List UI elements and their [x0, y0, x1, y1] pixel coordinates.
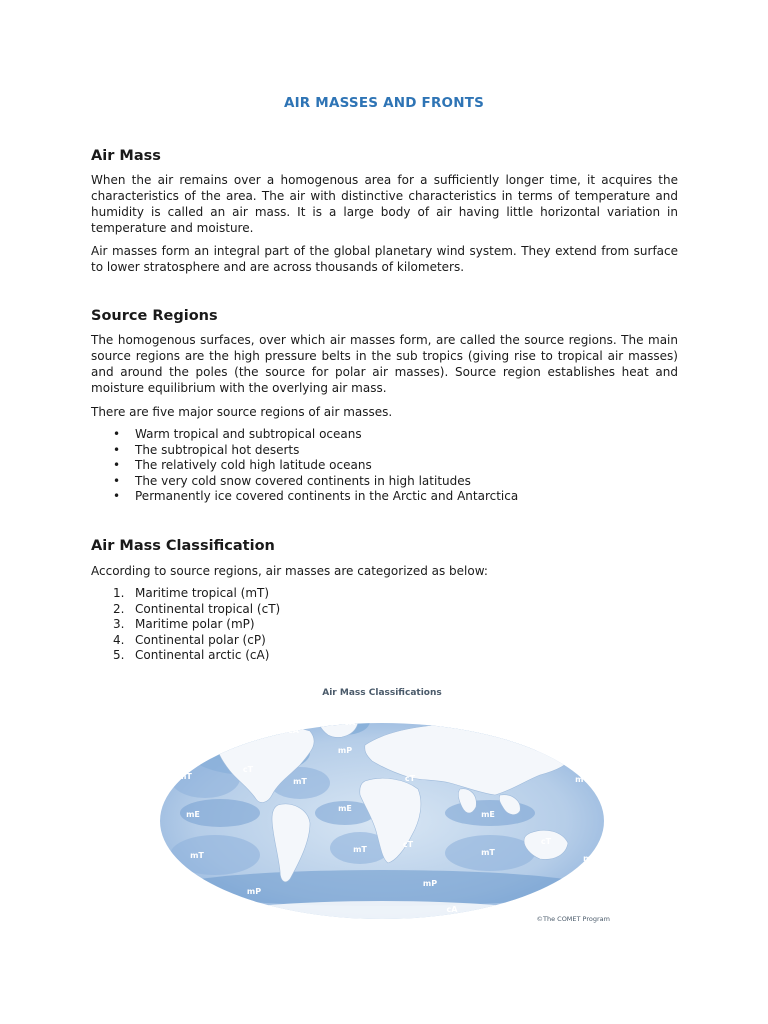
map-label: mE: [338, 804, 352, 813]
map-label: mE: [481, 810, 495, 819]
list-item: • Warm tropical and subtropical oceans: [113, 427, 673, 443]
map-label: mP: [560, 741, 576, 750]
map-label: cT: [402, 840, 414, 849]
map-label: + cA: [334, 718, 356, 727]
map-label: mT: [190, 851, 204, 860]
list-item: 5. Continental arctic (cA): [113, 648, 270, 662]
classification-intro: According to source regions, air masses are categorized as below:: [91, 564, 488, 578]
list-item: • The relatively cold high latitude oceans: [113, 458, 673, 474]
air-mass-paragraph-2: Air masses form an integral part of the global planetary wind system. They extend from surface to lower stratosphere and are across thousands of kilometers.: [91, 244, 678, 274]
map-label: mP: [204, 746, 220, 755]
document-title: AIR MASSES AND FRONTS: [283, 95, 485, 111]
map-label: mT: [293, 777, 307, 786]
map-label: cP + cA: [480, 725, 514, 734]
list-item: • The very cold snow covered continents in high latitudes: [113, 474, 673, 490]
list-item: 4. Continental polar (cP): [113, 632, 266, 647]
map-label: cT: [540, 837, 552, 846]
heading-air-mass: Air Mass: [91, 148, 161, 164]
source-regions-list: [113, 427, 673, 505]
map-title: Air Mass Classifications: [322, 688, 442, 698]
map-label: mT: [481, 848, 495, 857]
list-item: 2. Continental tropical (cT): [113, 601, 281, 616]
heading-air-mass-classification: Air Mass Classification: [91, 538, 275, 554]
map-label: mT: [178, 772, 192, 781]
source-regions-paragraph-2: There are five major source regions of air masses.: [91, 405, 393, 419]
source-regions-paragraph-1: The homogenous surfaces, over which air masses form, are called the source regions. The main source regions are the high pressure belts in the sub tropics (giving rise to tropical air masses) and around the poles (the source for polar air masses). Source region establishes heat and moisture equilibrium with the overlying air mass.: [91, 333, 678, 395]
map-label: mP: [422, 879, 438, 888]
air-mass-paragraph-1: When the air remains over a homogenous area for a sufficiently longer time, it acquires the characteristics of the area. The air with distinctive characteristics in terms of temperature and humidity is called an air mass. It is a large body of air having little horizontal variation in temperature and moisture.: [91, 173, 678, 235]
air-mass-map-figure: [160, 683, 610, 927]
classification-list: [113, 586, 673, 664]
list-item: • The subtropical hot deserts: [113, 443, 673, 459]
map-label: cT: [242, 765, 254, 774]
map-label: mT: [583, 854, 597, 863]
map-label: cT: [404, 774, 416, 783]
list-item: 3. Maritime polar (mP): [113, 617, 255, 631]
heading-source-regions: Source Regions: [91, 308, 218, 324]
map-label: mE: [186, 810, 200, 819]
map-credit: ©The COMET Program: [536, 915, 610, 923]
map-label: mP: [246, 887, 262, 896]
list-item: 1. Maritime tropical (mT): [113, 586, 270, 600]
list-item: • Permanently ice covered continents in the Arctic and Antarctica: [113, 489, 673, 505]
map-label: mT: [353, 845, 367, 854]
map-label: cP + cA: [265, 726, 299, 735]
map-label: mP: [337, 746, 353, 755]
map-label: mT: [575, 775, 589, 784]
map-label: cP: [339, 709, 351, 718]
map-label: cA: [446, 905, 458, 914]
